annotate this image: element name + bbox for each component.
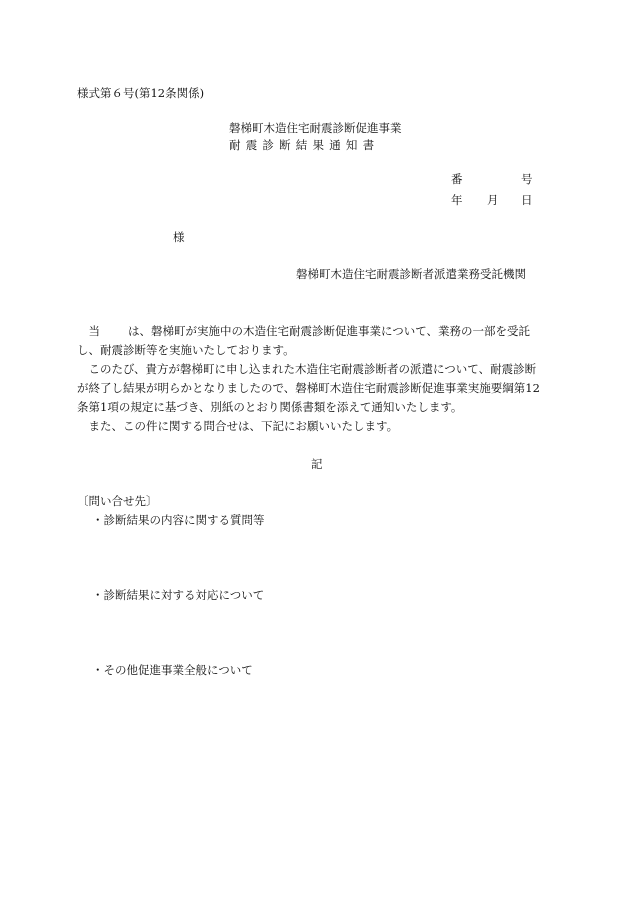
contact-item: ・その他促進事業全般について <box>92 663 253 677</box>
document-title-notice: 耐震診断結果通知書 <box>229 138 380 152</box>
contact-heading: 〔問い合せ先〕 <box>77 494 158 508</box>
body-paragraph-2-line-2: が終了し結果が明らかとなりましたので、磐梯町木造住宅耐震診断促進事業実施要綱第12 <box>77 381 540 395</box>
reference-number-suffix: 号 <box>521 172 533 186</box>
document-title-program: 磐梯町木造住宅耐震診断促進事業 <box>229 121 402 135</box>
contact-item: ・診断結果の内容に関する質問等 <box>92 513 265 527</box>
body-p3-line1-text: また、この件に関する問合せは、下記にお願いいたします。 <box>88 419 399 433</box>
date-day-label: 日 <box>521 193 533 207</box>
body-paragraph-2-line-1 <box>77 360 537 379</box>
body-paragraph-2-line-3: 条第1項の規定に基づき、別紙のとおり関係書類を添えて通知いたします。 <box>77 400 463 414</box>
body-p1-start: 当 <box>88 324 100 338</box>
ki-heading: 記 <box>311 457 323 471</box>
date-month-label: 月 <box>487 193 499 207</box>
addressee-honorific: 様 <box>173 230 185 244</box>
notice-body <box>77 322 540 436</box>
body-paragraph-1-line-2: し、耐震診断等を実施いたしております。 <box>77 343 295 357</box>
sender-organization: 磐梯町木造住宅耐震診断者派遣業務受託機関 <box>296 267 526 281</box>
body-p1-rest: は、磐梯町が実施中の木造住宅耐震診断促進事業について、業務の一部を受託 <box>128 324 531 338</box>
form-number-label: 様式第６号(第12条関係) <box>77 86 205 100</box>
contact-item: ・診断結果に対する対応について <box>92 588 265 602</box>
reference-number-label: 番 <box>451 172 463 186</box>
date-year-label: 年 <box>451 193 463 207</box>
body-paragraph-1-line-1 <box>77 322 537 341</box>
body-p2-line1-text: このたび、貴方が磐梯町に申し込まれた木造住宅耐震診断者の派遣について、耐震診断 <box>88 362 537 376</box>
body-paragraph-3-line-1 <box>77 417 537 436</box>
